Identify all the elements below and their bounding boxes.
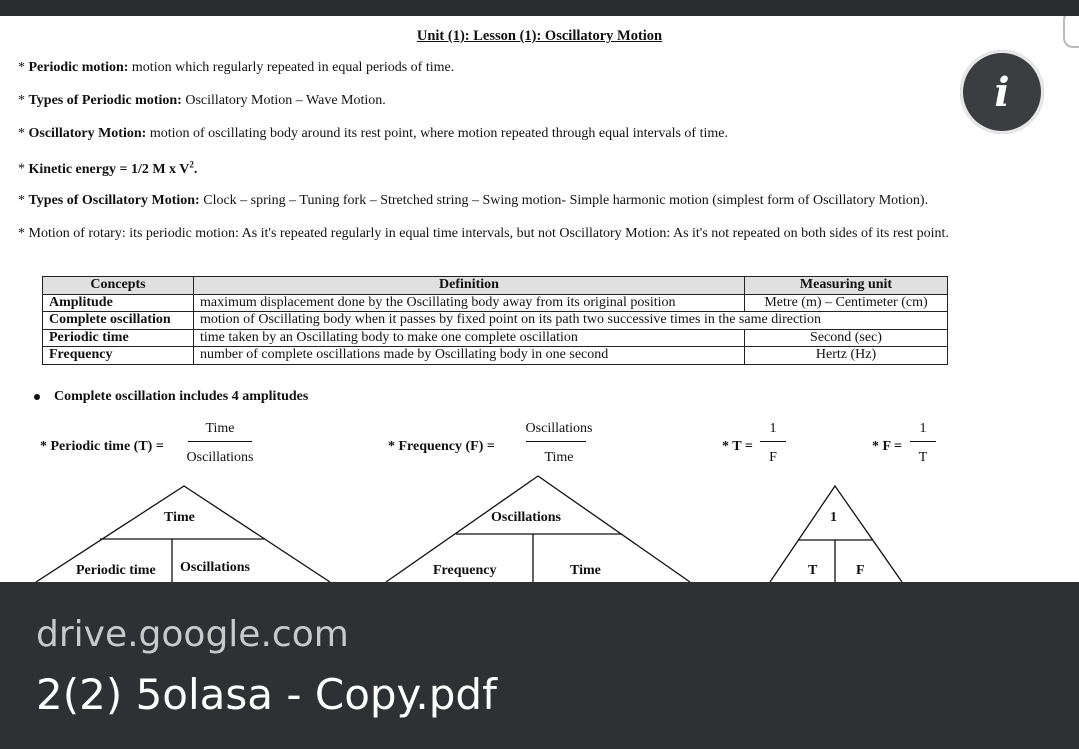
info-icon: i: [994, 68, 1010, 116]
triangle-3-outline: [770, 486, 902, 582]
triangle-3-top: 1: [830, 510, 837, 525]
table-cell: Metre (m) – Centimeter (cm): [745, 294, 948, 312]
file-name: 2(2) 5olasa - Copy.pdf: [36, 670, 497, 719]
fraction-denominator: Time: [544, 450, 574, 465]
periodic-time-label: * Periodic time (T) =: [40, 439, 164, 454]
pdf-page[interactable]: [0, 16, 1079, 582]
table-cell: Complete oscillation: [43, 312, 194, 330]
table-cell: time taken by an Oscillating body to make one complete oscillation: [194, 329, 745, 347]
table-cell: Frequency: [43, 347, 194, 365]
table-cell: Periodic time: [43, 329, 194, 347]
table-cell: Second (sec): [745, 329, 948, 347]
fraction-denominator: F: [769, 450, 777, 465]
table-header: Definition: [194, 277, 745, 295]
table-cell: number of complete oscillations made by Oscillating body in one second: [194, 347, 745, 365]
triangle-1-left: Periodic time: [76, 563, 156, 578]
table-cell: motion of Oscillating body when it passes by fixed point on its path two successive times in the same direction: [194, 312, 948, 330]
bullet-complete-oscillation: Complete oscillation includes 4 amplitudes: [34, 389, 308, 405]
f-label: * F =: [872, 439, 903, 454]
t-label: * T =: [722, 439, 753, 454]
fraction-denominator: Oscillations: [186, 450, 254, 465]
triangle-2-outline: [386, 476, 690, 582]
triangle-1-top: Time: [164, 510, 195, 525]
page-title: Unit (1): Lesson (1): Oscillatory Motion: [416, 28, 663, 44]
triangle-diagrams: [0, 16, 1079, 582]
fraction-denominator: T: [918, 450, 928, 465]
line-kinetic-energy: * Kinetic energy = 1/2 M x $V^2$.: [18, 159, 198, 177]
line-oscillatory-motion: * Oscillatory Motion: motion of oscillating body around its rest point, where motion repeated through equal intervals of time.: [18, 126, 728, 141]
triangle-2-right: Time: [570, 563, 601, 578]
table-cell: Hertz (Hz): [745, 347, 948, 365]
table-header: Concepts: [43, 277, 194, 295]
triangle-3-left: T: [808, 563, 818, 578]
frequency-label: * Frequency (F) =: [388, 439, 495, 454]
table-cell: Amplitude: [43, 294, 194, 312]
line-types-oscillatory: * Types of Oscillatory Motion: Clock – spring – Tuning fork – Stretched string – Swing motion- Simple harmonic motion (simplest form of Oscillatory Motion).: [18, 193, 929, 208]
fraction-numerator: Time: [205, 421, 235, 436]
file-info-panel: [0, 582, 1079, 749]
line-types-periodic: * Types of Periodic motion: Oscillatory Motion – Wave Motion.: [18, 93, 386, 108]
fraction-numerator: Oscillations: [525, 421, 593, 436]
fraction-numerator: 1: [919, 421, 927, 436]
top-bar: [0, 0, 1079, 16]
table-header: Measuring unit: [745, 277, 948, 295]
table-cell: maximum displacement done by the Oscillating body away from its original position: [194, 294, 745, 312]
triangle-2-left: Frequency: [433, 563, 497, 578]
triangle-1-right: Oscillations: [180, 560, 251, 575]
triangle-3-right: F: [856, 563, 865, 578]
line-periodic-motion: * Periodic motion: motion which regularly repeated in equal periods of time.: [18, 60, 455, 75]
line-rotary-motion: * Motion of rotary: its periodic motion: As it's repeated regularly in equal time intervals, but not Oscillatory Motion: As it's not repeated on both sides of its rest point.: [18, 226, 949, 241]
fraction-numerator: 1: [769, 421, 777, 436]
triangle-2-top: Oscillations: [491, 510, 562, 525]
source-domain: drive.google.com: [36, 614, 349, 655]
